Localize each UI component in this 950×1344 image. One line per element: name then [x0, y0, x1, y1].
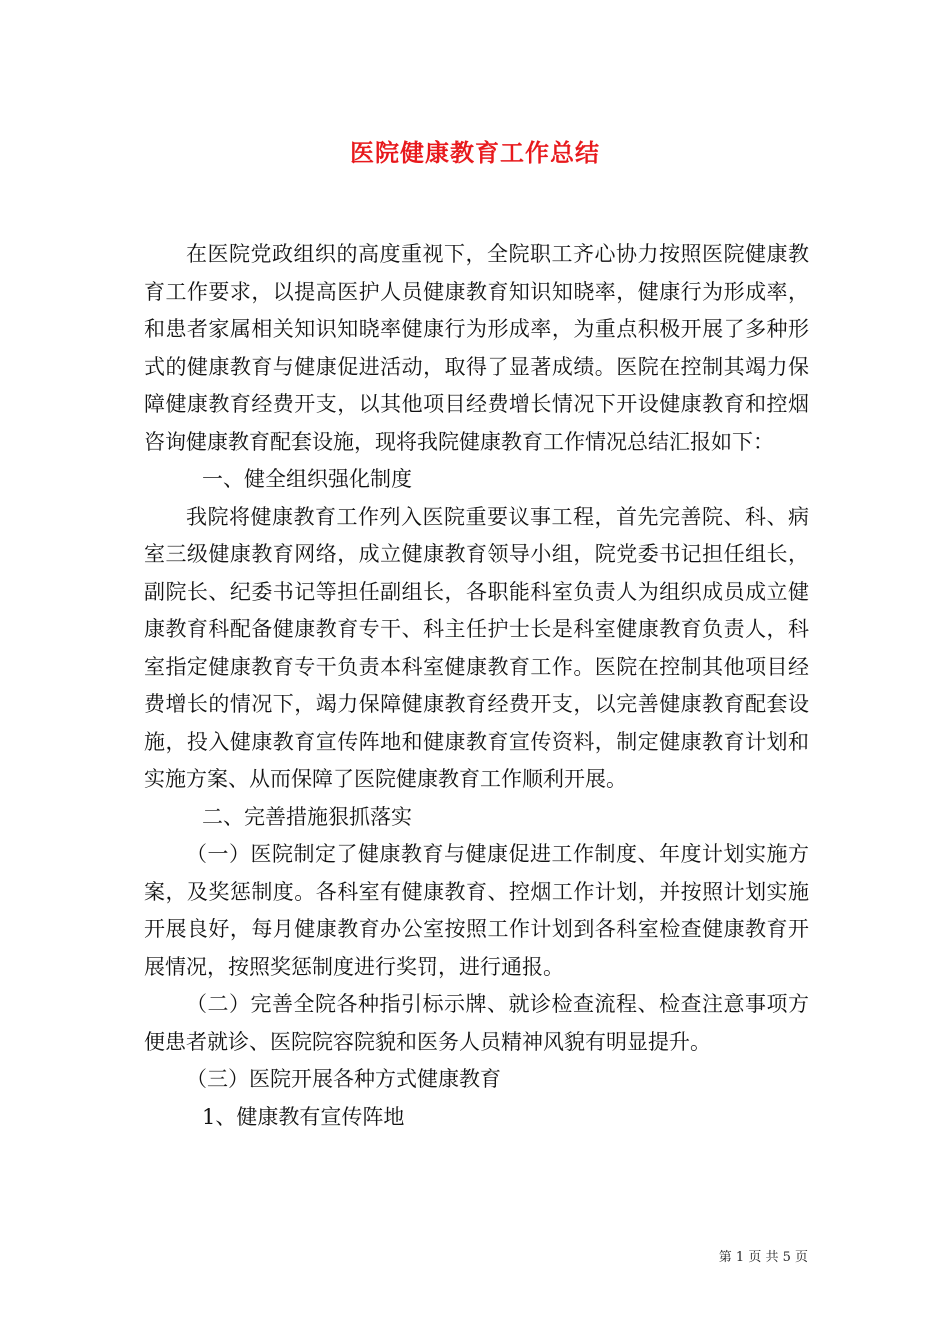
intro-paragraph: 在医院党政组织的高度重视下，全院职工齐心协力按照医院健康教育工作要求，以提高医护人员健康教育知识知晓率，健康行为形成率，和患者家属相关知识知晓率健康行为形成率，为重点积极开展了多种形式的健康教育与健康促进活动，取得了显著成绩。医院在控制其竭力保障健康教育经费开支，以其他项目经费增长情况下开设健康教育和控烟咨询健康教育配套设施，现将我院健康教育工作情况总结汇报如下：	[144, 242, 809, 454]
document-title: 医院健康教育工作总结	[350, 138, 600, 167]
document-body	[144, 236, 809, 1136]
subsection-3-heading: （三）医院开展各种方式健康教育	[186, 1067, 501, 1091]
subsection-1-paragraph: （一）医院制定了健康教育与健康促进工作制度、年度计划实施方案，及奖惩制度。各科室有健康教育、控烟工作计划，并按照计划实施开展良好，每月健康教育办公室按照工作计划到各科室检查健康教育开展情况，按照奖惩制度进行奖罚，进行通报。	[144, 842, 809, 979]
page-footer: 第 1 页 共 5 页	[718, 1250, 808, 1265]
section-heading-1: 一、健全组织强化制度	[202, 467, 412, 491]
section-heading-2: 二、完善措施狠抓落实	[202, 804, 412, 829]
subsection-2-paragraph: （二）完善全院各种指引标示牌、就诊检查流程、检查注意事项方便患者就诊、医院院容院貌和医务人员精神风貌有明显提升。	[144, 992, 809, 1054]
item-1-heading: 1、健康教有宣传阵地	[202, 1104, 405, 1129]
section-1-paragraph: 我院将健康教育工作列入医院重要议事工程，首先完善院、科、病室三级健康教育网络，成立健康教育领导小组，院党委书记担任组长，副院长、纪委书记等担任副组长，各职能科室负责人为组织成员成立健康教育科配备健康教育专干、科主任护士长是科室健康教育负责人，科室指定健康教育专干负责本科室健康教育工作。医院在控制其他项目经费增长的情况下，竭力保障健康教育经费开支，以完善健康教育配套设施，投入健康教育宣传阵地和健康教育宣传资料，制定健康教育计划和实施方案、从而保障了医院健康教育工作顺利开展。	[144, 504, 809, 791]
